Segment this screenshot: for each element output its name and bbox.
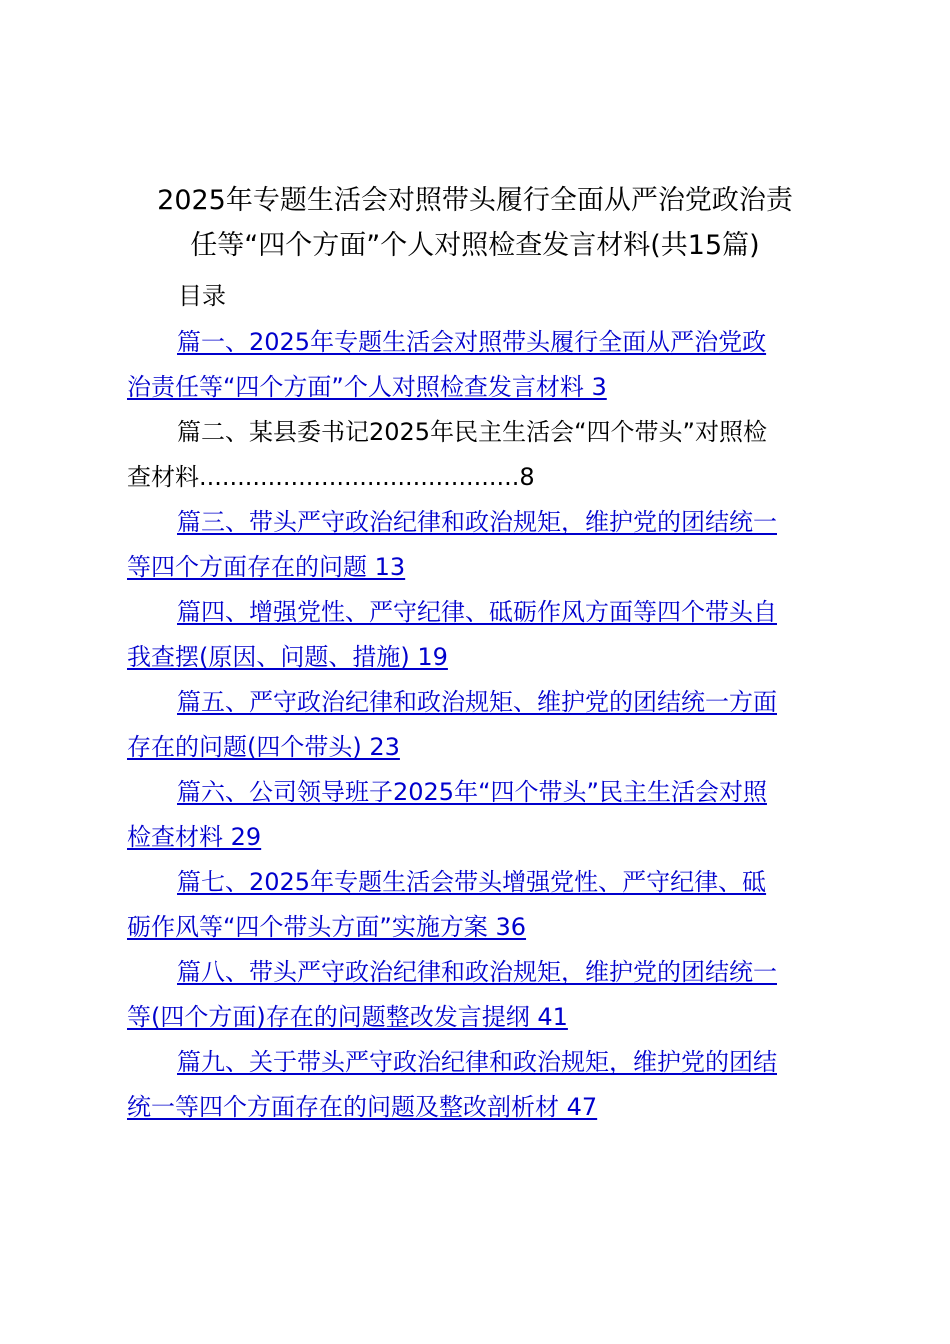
toc-entry-7[interactable]: [127, 860, 822, 950]
title-line-1: 2025年专题生活会对照带头履行全面从严治党政治责: [157, 185, 793, 216]
toc-entry-line[interactable]: 我查摆(原因、问题、措施) 19: [127, 643, 448, 671]
toc-heading: 目录: [178, 282, 226, 310]
toc-entry-5[interactable]: [127, 680, 822, 770]
toc-entry-6[interactable]: [127, 770, 822, 860]
toc-entry-line[interactable]: 砺作风等“四个带头方面”实施方案 36: [127, 913, 527, 941]
toc-entry-line[interactable]: 篇一、2025年专题生活会对照带头履行全面从严治党政: [177, 328, 767, 356]
toc-entry-line[interactable]: 篇七、2025年专题生活会带头增强党性、严守纪律、砥: [177, 868, 767, 896]
toc-entry-line: 篇二、某县委书记2025年民主生活会“四个带头”对照检: [177, 418, 767, 446]
toc-entry-4[interactable]: [127, 590, 822, 680]
toc-entry-line[interactable]: 篇六、公司领导班子2025年“四个带头”民主生活会对照: [177, 778, 767, 806]
toc-entry-line[interactable]: 存在的问题(四个带头) 23: [127, 733, 400, 761]
title-line-2: 任等“四个方面”个人对照检查发言材料(共15篇): [190, 230, 760, 261]
toc-entry-line[interactable]: 篇四、增强党性、严守纪律、砥砺作风方面等四个带头自: [177, 598, 777, 626]
table-of-contents: [127, 320, 822, 1130]
toc-entry-line: 查材料..........................................8: [127, 463, 535, 491]
toc-entry-line[interactable]: 等四个方面存在的问题 13: [127, 553, 406, 581]
toc-entry-line[interactable]: 篇九、关于带头严守政治纪律和政治规矩，维护党的团结: [177, 1048, 777, 1076]
toc-entry-1[interactable]: [127, 320, 822, 410]
toc-entry-line[interactable]: 篇三、带头严守政治纪律和政治规矩，维护党的团结统一: [177, 508, 777, 536]
document-title: [100, 178, 850, 268]
toc-entry-line[interactable]: 篇八、带头严守政治纪律和政治规矩，维护党的团结统一: [177, 958, 777, 986]
toc-entry-line[interactable]: 统一等四个方面存在的问题及整改剖析材 47: [127, 1093, 598, 1121]
toc-entry-3[interactable]: [127, 500, 822, 590]
toc-entry-8[interactable]: [127, 950, 822, 1040]
toc-entry-9[interactable]: [127, 1040, 822, 1130]
toc-entry-line[interactable]: 篇五、严守政治纪律和政治规矩、维护党的团结统一方面: [177, 688, 777, 716]
toc-entry-line[interactable]: 检查材料 29: [127, 823, 262, 851]
toc-entry-line[interactable]: 治责任等“四个方面”个人对照检查发言材料 3: [127, 373, 607, 401]
toc-entry-2: [127, 410, 822, 500]
toc-entry-line[interactable]: 等(四个方面)存在的问题整改发言提纲 41: [127, 1003, 568, 1031]
